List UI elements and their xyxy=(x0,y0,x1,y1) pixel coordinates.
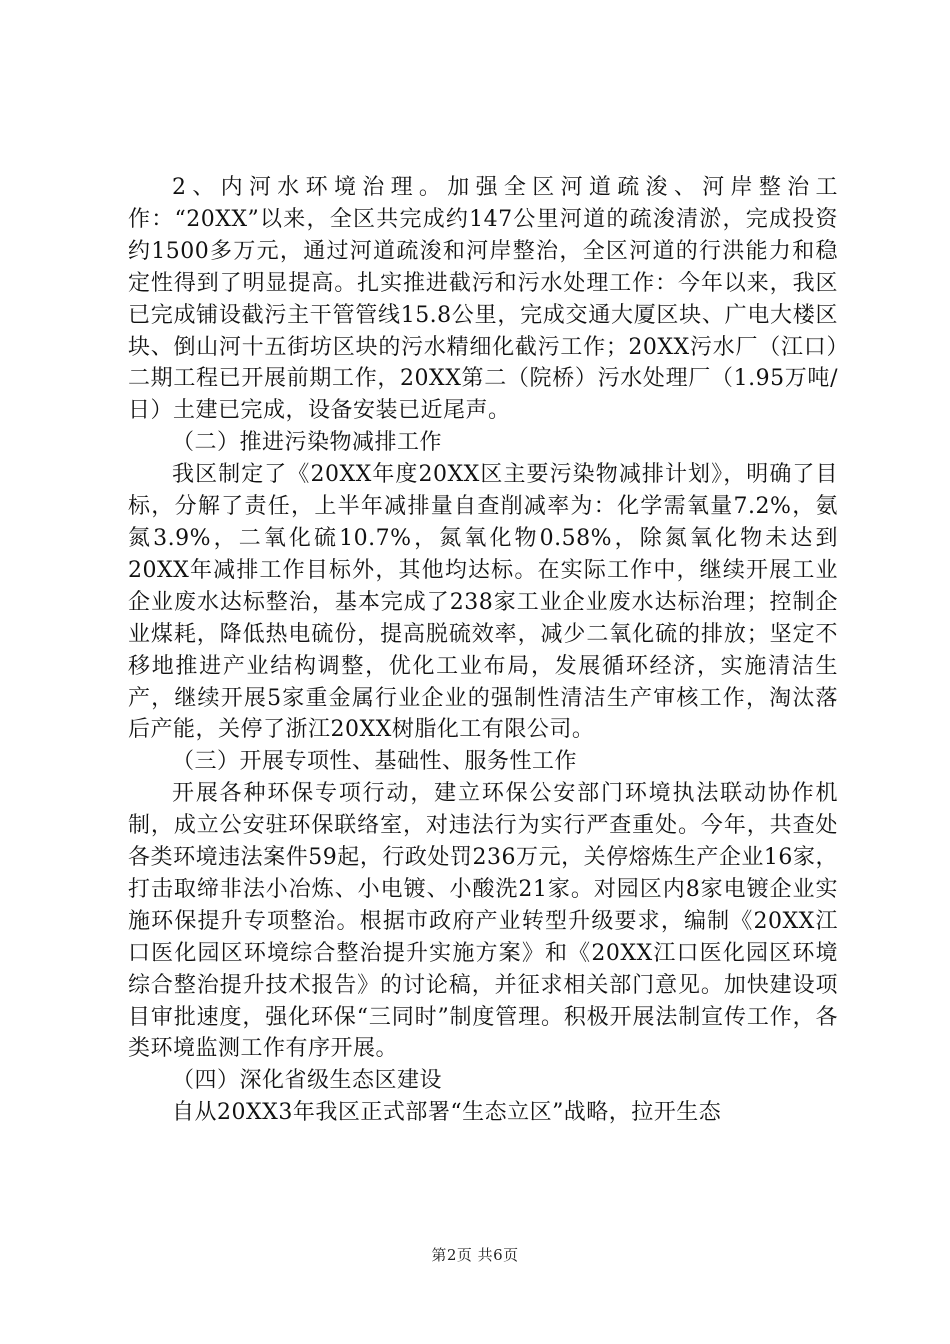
document-body xyxy=(128,172,838,1129)
paragraph-ecological-zone: 自从20XX3年我区正式部署“生态立区”战略，拉开生态 xyxy=(172,1100,722,1126)
section-heading-ecological-zone: （四）深化省级生态区建设 xyxy=(172,1068,443,1094)
paragraph-special-work: 开展各种环保专项行动，建立环保公安部门环境执法联动协作机制，成立公安驻环保联络室，对违法行为实行严查重处。今年，共查处各类环境违法案件59起，行政处罚236万元，关停熔炼生产企业16家，打击取缔非法小冶炼、小电镀、小酸洗21家。对园区内8家电镀企业实施环保提升专项整治。根据市政府产业转型升级要求，编制《20XX江口医化园区环境综合整治提升实施方案》和《20XX江口医化园区环境综合整治提升技术报告》的讨论稿，并征求相关部门意见。加快建设项目审批速度，强化环保“三同时”制度管理。积极开展法制宣传工作，各类环境监测工作有序开展。 xyxy=(128,781,838,1062)
page-number-footer: 第2页 共6页 xyxy=(431,1246,519,1264)
paragraph-river-treatment: 2、内河水环境治理。加强全区河道疏浚、河岸整治工作：“20XX”以来，全区共完成约147公里河道的疏浚清淤，完成投资约1500多万元，通过河道疏浚和河岸整治，全区河道的行洪能力和稳定性得到了明显提高。扎实推进截污和污水处理工作：今年以来，我区已完成铺设截污主干管管线15.8公里，完成交通大厦区块、广电大楼区块、倒山河十五街坊区块的污水精细化截污工作；20XX污水厂（江口）二期工程已开展前期工作，20XX第二（院桥）污水处理厂（1.95万吨/日）土建已完成，设备安装已近尾声。 xyxy=(128,175,838,424)
section-heading-special-work: （三）开展专项性、基础性、服务性工作 xyxy=(172,749,578,775)
paragraph-emission-reduction: 我区制定了《20XX年度20XX区主要污染物减排计划》，明确了目标，分解了责任，上半年减排量自查削减率为：化学需氧量7.2%，氨氮3.9%，二氧化硫10.7%，氮氧化物0.58%，除氮氧化物未达到20XX年减排工作目标外，其他均达标。在实际工作中，继续开展工业企业废水达标整治，基本完成了238家工业企业废水达标治理；控制企业煤耗，降低热电硫份，提高脱硫效率，减少二氧化硫的排放；坚定不移地推进产业结构调整，优化工业布局，发展循环经济，实施清洁生产，继续开展5家重金属行业企业的强制性清洁生产审核工作，淘汰落后产能，关停了浙江20XX树脂化工有限公司。 xyxy=(128,462,838,743)
section-heading-emission-reduction: （二）推进污染物减排工作 xyxy=(172,430,443,456)
